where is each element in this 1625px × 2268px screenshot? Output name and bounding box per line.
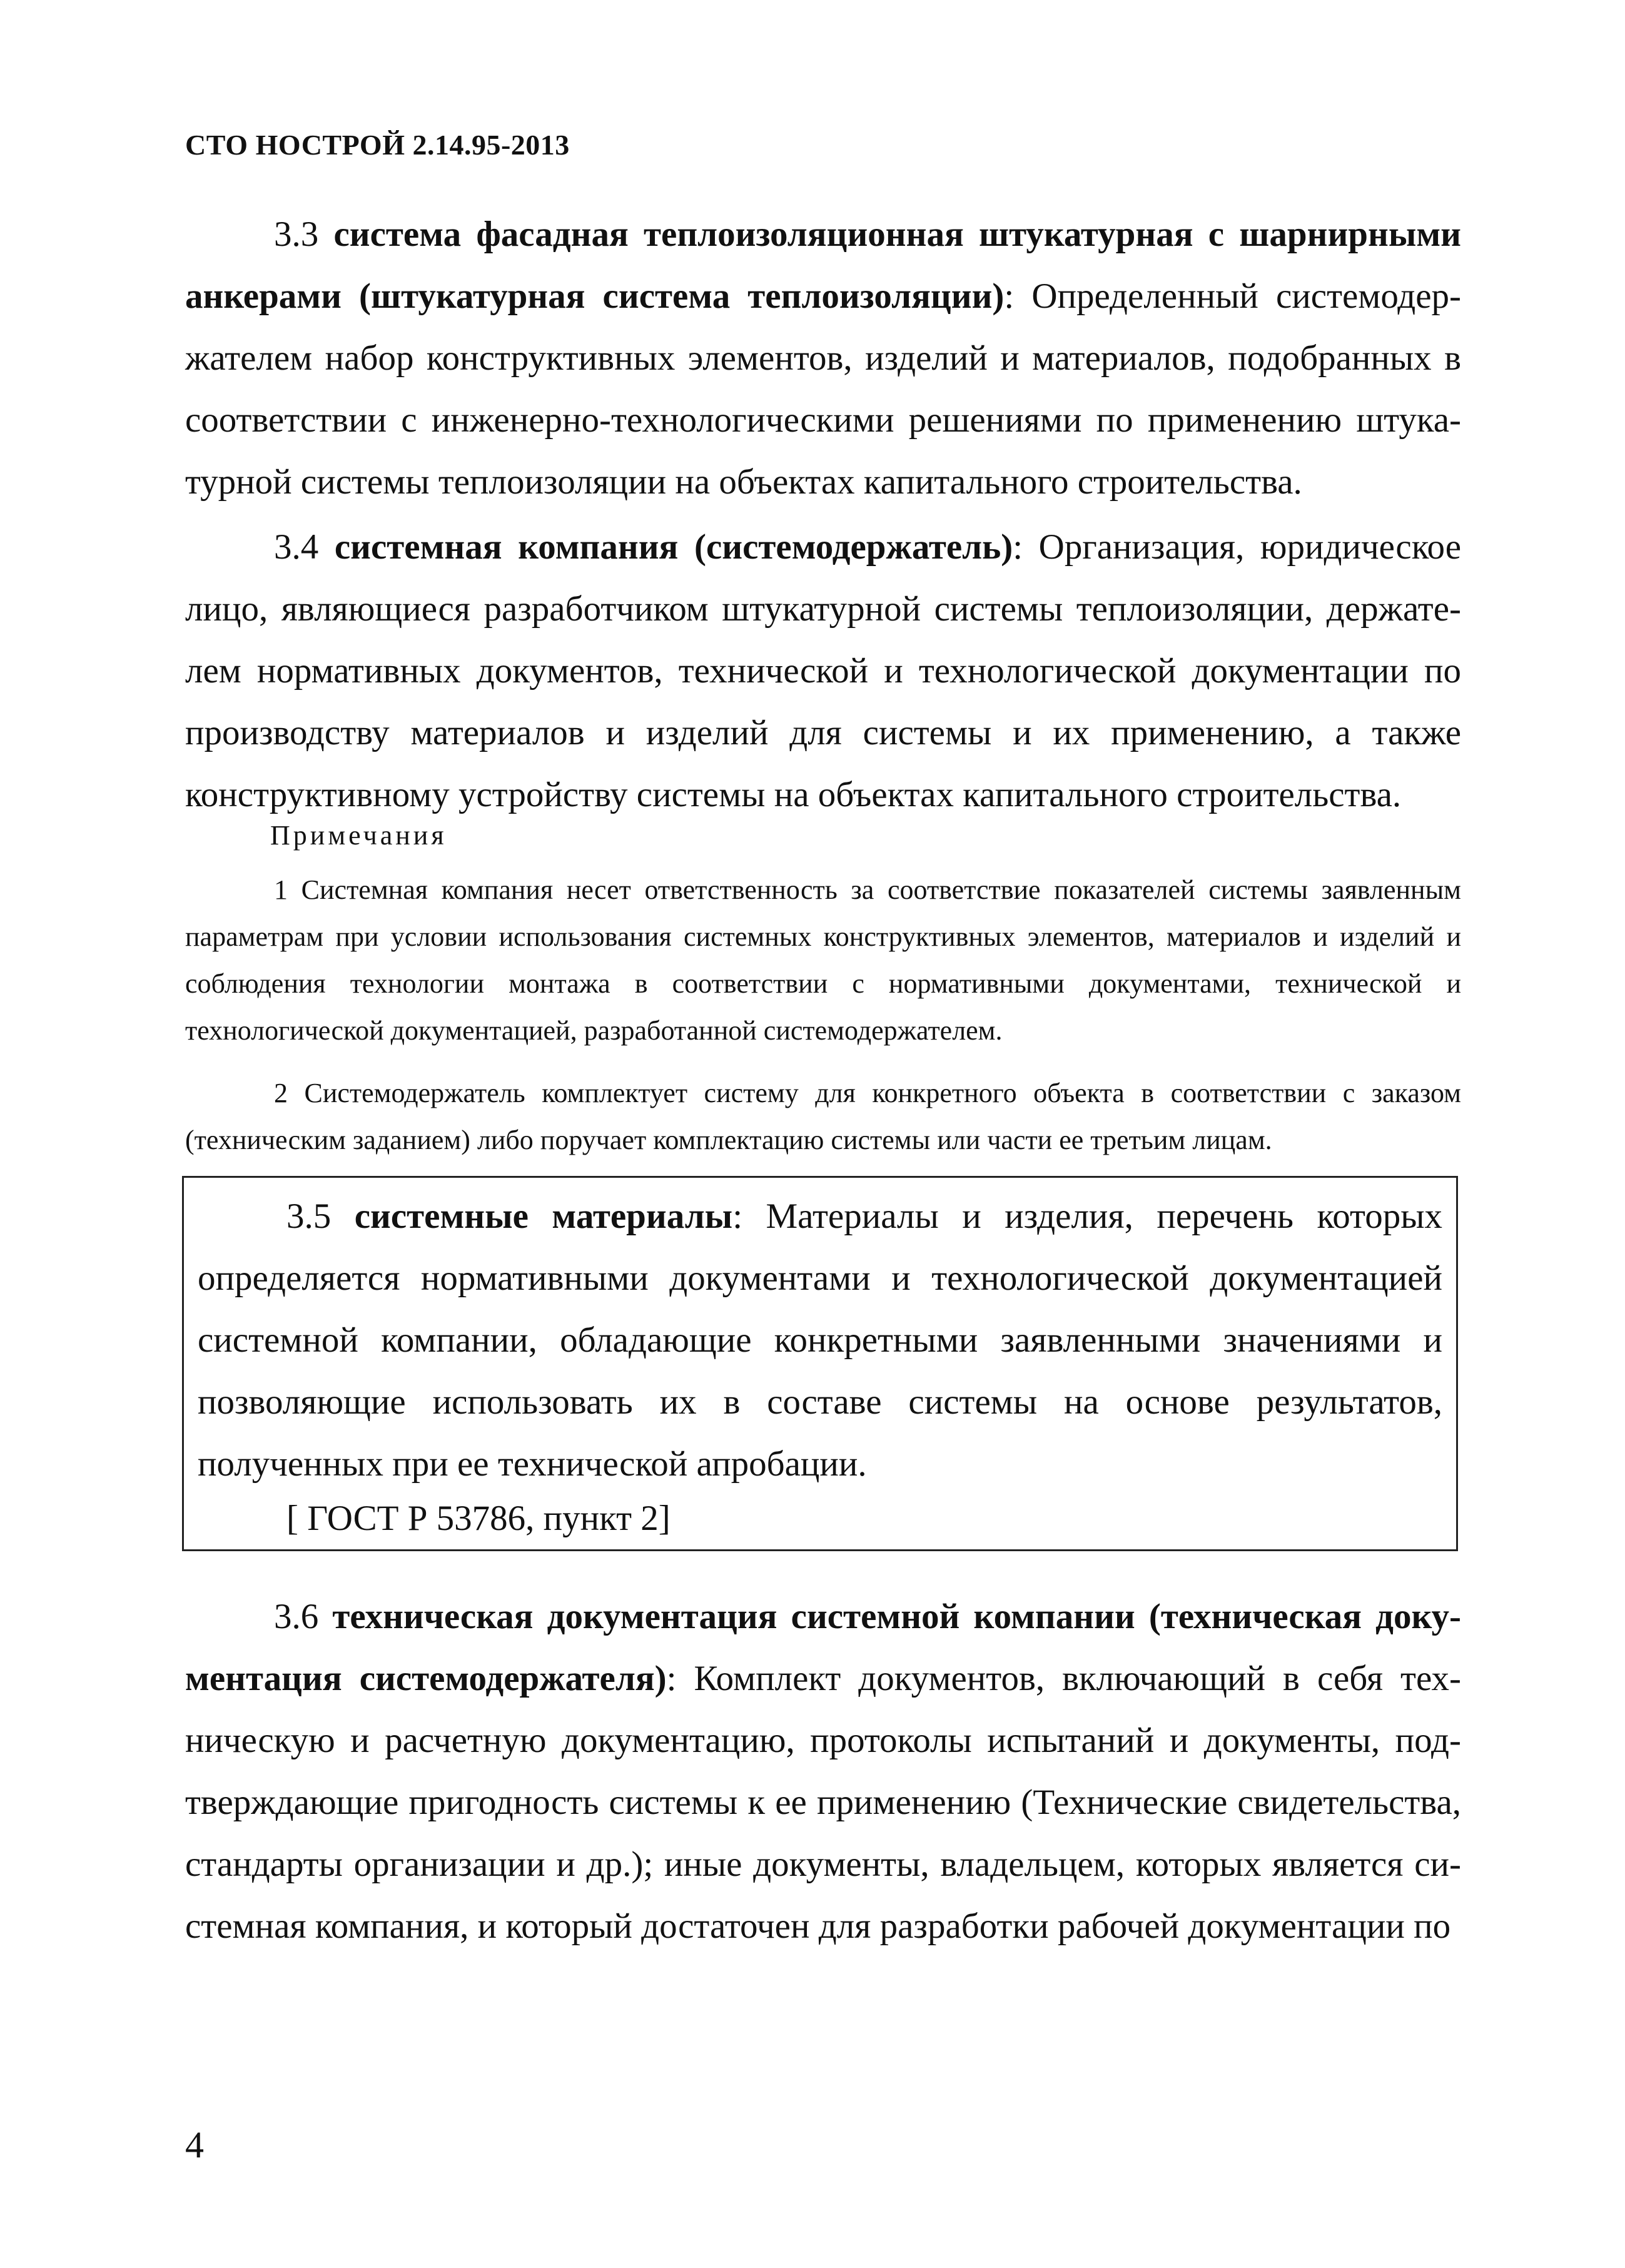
section-3-3 xyxy=(185,203,1461,513)
section-3-4 xyxy=(185,516,1461,826)
section-number: 3.5 xyxy=(286,1197,332,1236)
section-term: системная компания (системодержатель) xyxy=(334,527,1013,567)
section-number: 3.6 xyxy=(274,1597,319,1636)
document-code-header: СТО НОСТРОЙ 2.14.95-2013 xyxy=(185,129,570,161)
section-3-5-box xyxy=(182,1176,1458,1551)
note-2: 2 Системодержатель комплектует систему для конкретного объекта в соответствии с заказом (техническим заданием) либо поручает комплектацию системы или части ее третьим лицам. xyxy=(185,1078,1461,1155)
section-number: 3.3 xyxy=(274,215,319,254)
section-3-5 xyxy=(198,1185,1442,1495)
section-definition: : Определенный системодержателем набор конструктивных элементов, изделий и материалов, подобранных в соответствии с инженерно-технологическими решениями по применению штукатурной системы теплоизоляции на объектах капитального строительства. xyxy=(185,276,1461,502)
section-term: система фасадная теплоизоляционная штукатурная с шарнирными анкерами (штукатурная система теплоизоляции) xyxy=(185,215,1461,316)
notes-title: Примечания xyxy=(270,820,447,851)
standard-reference: [ ГОСТ Р 53786, пункт 2] xyxy=(286,1499,671,1538)
section-definition: : Организация, юридическое лицо, являющиеся разработчиком штукатурной системы теплоизоляции, держателем нормативных документов, технической и технологической документации по производству материалов и изделий для системы и их применению, а также конструктивному устройству системы на объектах капитального строительства. xyxy=(185,527,1461,814)
section-definition: : Материалы и изделия, перечень которых определяется нормативными документами и технологической документацией системной компании, обладающие конкретными заявленными значениями и позволяющие использовать их в составе системы на основе результатов, полученных при ее технической апробации. xyxy=(198,1197,1442,1484)
section-number: 3.4 xyxy=(274,527,319,567)
note-1: 1 Системная компания несет ответственность за соответствие показателей системы заявленным параметрам при условии использования системных конструктивных элементов, материалов и изделий и соблюдения технологии монтажа в соответствии с нормативными документами, технической и технологической документацией, разработанной системодержателем. xyxy=(185,874,1461,1046)
section-term: системные материалы xyxy=(354,1197,733,1236)
section-term: техническая документация системной компании (техническая документация системодержателя) xyxy=(185,1597,1462,1698)
section-3-6 xyxy=(185,1586,1461,1957)
page-number: 4 xyxy=(185,2124,204,2165)
section-definition: : Комплект документов, включающий в себя техническую и расчетную документацию, протоколы испытаний и документы, подтверждающие пригодность системы к ее применению (Технические свидетельства, стандарты организации и др.); иные документы, владельцем, которых является системная компания, и который достаточен для разработки рабочей документации по xyxy=(185,1659,1462,1946)
